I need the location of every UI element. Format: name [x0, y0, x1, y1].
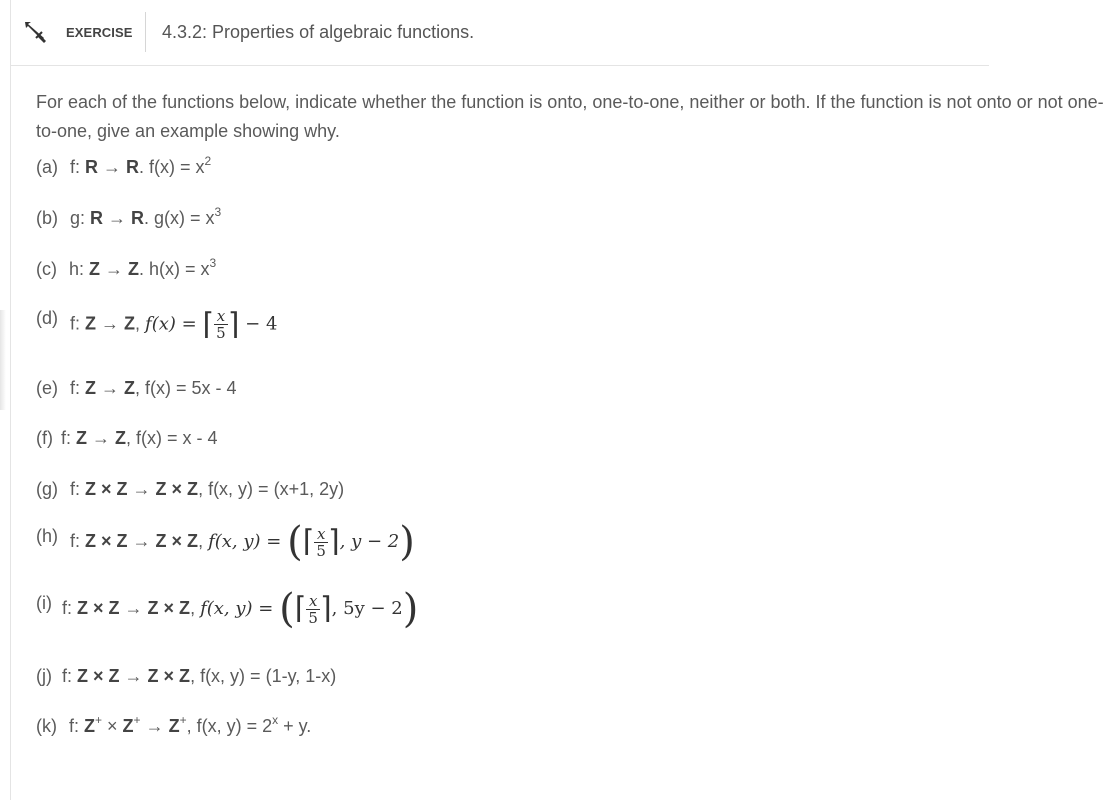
- list-item-b: [36, 205, 222, 229]
- exercise-instructions: [36, 88, 1104, 146]
- item-codomain: Z × Z: [147, 597, 191, 618]
- item-prefix: f:: [62, 666, 78, 686]
- item-prefix: f:: [70, 479, 86, 499]
- item-arrow: →: [96, 313, 125, 334]
- item-codomain-sup: +: [179, 713, 187, 727]
- item-arrow: →: [100, 259, 129, 279]
- item-prefix: f:: [70, 378, 86, 398]
- fraction: [214, 308, 228, 341]
- item-codomain: Z × Z: [147, 666, 191, 686]
- item-codomain: R: [131, 208, 145, 228]
- item-domain: Z: [76, 428, 88, 448]
- item-codomain: Z: [124, 378, 136, 398]
- pencil-ruler-icon: [22, 18, 50, 46]
- item-formula-tail: + y.: [278, 716, 312, 736]
- fraction-denominator: 5: [316, 541, 326, 560]
- list-item-j: [36, 666, 336, 687]
- item-codomain: R: [126, 157, 140, 177]
- list-item-k: [36, 713, 312, 737]
- item-arrow: →: [127, 479, 156, 499]
- item-arrow: →: [119, 597, 148, 618]
- item-formula: , f(x) = x - 4: [126, 428, 218, 448]
- item-label: (c): [36, 259, 57, 279]
- exercise-title: 4.3.2: Properties of algebraic functions.: [162, 22, 475, 42]
- item-domain: Z × Z: [85, 530, 128, 551]
- item-prefix: h:: [69, 259, 90, 279]
- item-label: (g): [36, 479, 58, 499]
- ceil-right-bracket: ⌉: [227, 307, 240, 341]
- fraction-numerator: x: [316, 524, 326, 543]
- ceil-right-bracket: ⌉: [327, 525, 340, 558]
- right-paren: ): [399, 519, 415, 565]
- item-label: (e): [36, 378, 58, 398]
- side-shadow: [0, 310, 6, 410]
- list-item-d: [36, 308, 277, 341]
- item-prefix: f:: [70, 157, 86, 177]
- item-arrow: →: [87, 428, 116, 448]
- fraction-numerator: x: [308, 591, 318, 610]
- instructions-line-2: to-one, give an example showing why.: [36, 121, 340, 141]
- item-domain-second: Z: [122, 716, 134, 736]
- item-domain: Z: [85, 378, 97, 398]
- item-prefix: f:: [62, 597, 78, 618]
- exercise-kind-label: EXERCISE: [66, 25, 133, 40]
- item-formula: . g(x) = x: [144, 208, 215, 228]
- left-paren: (: [279, 586, 295, 632]
- item-prefix: f:: [70, 313, 86, 334]
- ceil-left-bracket: ⌈: [202, 307, 215, 341]
- list-item-g: [36, 479, 344, 500]
- item-label: (a): [36, 157, 58, 177]
- list-item-h: [36, 519, 415, 565]
- item-formula: , f(x, y) = 2: [186, 716, 273, 736]
- item-tail: , 5y − 2: [331, 597, 403, 619]
- item-arrow: →: [127, 530, 156, 551]
- item-domain: Z × Z: [77, 597, 120, 618]
- item-domain: R: [90, 208, 104, 228]
- item-label: (i): [36, 593, 52, 613]
- item-exponent: 3: [209, 256, 217, 270]
- item-prefix: f:: [69, 716, 85, 736]
- item-arrow: →: [96, 378, 125, 398]
- item-tail: , y − 2: [339, 530, 400, 552]
- item-function: f(x, y) =: [200, 597, 280, 619]
- item-codomain: Z × Z: [155, 479, 199, 499]
- item-arrow: →: [140, 716, 169, 736]
- item-codomain: Z: [168, 716, 180, 736]
- item-codomain: Z: [115, 428, 127, 448]
- left-paren: (: [287, 519, 303, 565]
- item-exponent: x: [272, 713, 279, 727]
- item-domain-first-sup: +: [95, 713, 103, 727]
- item-formula: , f(x) = 5x - 4: [135, 378, 237, 398]
- item-domain-first: Z: [84, 716, 96, 736]
- item-arrow: →: [103, 208, 132, 228]
- fraction: [306, 593, 320, 626]
- right-paren: ): [402, 586, 419, 632]
- item-formula: . f(x) = x: [139, 157, 205, 177]
- item-domain: Z: [85, 313, 97, 334]
- item-label: (f): [36, 428, 53, 448]
- fraction-numerator: x: [216, 307, 226, 325]
- item-tail: − 4: [239, 313, 278, 335]
- fraction-denominator: 5: [308, 608, 318, 627]
- item-arrow: →: [119, 666, 148, 686]
- item-domain: R: [85, 157, 99, 177]
- item-domain: Z: [89, 259, 101, 279]
- item-prefix: g:: [70, 208, 91, 228]
- item-exponent: 3: [214, 205, 222, 219]
- item-codomain: Z: [128, 259, 140, 279]
- list-item-e: [36, 378, 237, 399]
- list-item-c: [36, 256, 217, 280]
- ceil-left-bracket: ⌈: [294, 592, 307, 625]
- item-arrow: →: [98, 157, 127, 177]
- fraction: [314, 526, 328, 559]
- item-formula: , f(x, y) = (x+1, 2y): [198, 479, 345, 499]
- item-codomain: Z × Z: [155, 530, 199, 551]
- item-prefix: f:: [70, 530, 86, 551]
- item-function: f(x, y) =: [208, 530, 288, 552]
- item-formula: . h(x) = x: [139, 259, 210, 279]
- item-domain: Z × Z: [77, 666, 120, 686]
- list-item-f: [36, 428, 218, 449]
- ceil-left-bracket: ⌈: [302, 525, 315, 558]
- item-separator: ,: [135, 313, 146, 334]
- item-separator: ,: [190, 597, 201, 618]
- exercise-header: [10, 0, 989, 66]
- instructions-line-1: For each of the functions below, indicate whether the function is onto, one-to-one, neither or both. If the function is not onto or not one-: [36, 92, 1104, 112]
- item-domain-second-sup: +: [133, 713, 141, 727]
- item-times: ×: [102, 716, 123, 736]
- item-label: (b): [36, 208, 58, 228]
- item-prefix: f:: [61, 428, 77, 448]
- item-exponent: 2: [204, 154, 212, 168]
- list-item-i: [36, 586, 419, 632]
- item-function: f(x) =: [145, 313, 203, 335]
- ceil-right-bracket: ⌉: [319, 592, 332, 625]
- item-formula: , f(x, y) = (1-y, 1-x): [190, 666, 337, 686]
- item-separator: ,: [198, 530, 209, 551]
- header-divider: [145, 12, 146, 52]
- item-label: (j): [36, 666, 52, 686]
- item-label: (d): [36, 308, 58, 328]
- item-label: (k): [36, 716, 57, 736]
- fraction-denominator: 5: [216, 324, 226, 342]
- list-item-a: [36, 154, 212, 178]
- item-domain: Z × Z: [85, 479, 128, 499]
- item-codomain: Z: [124, 313, 136, 334]
- item-label: (h): [36, 526, 58, 546]
